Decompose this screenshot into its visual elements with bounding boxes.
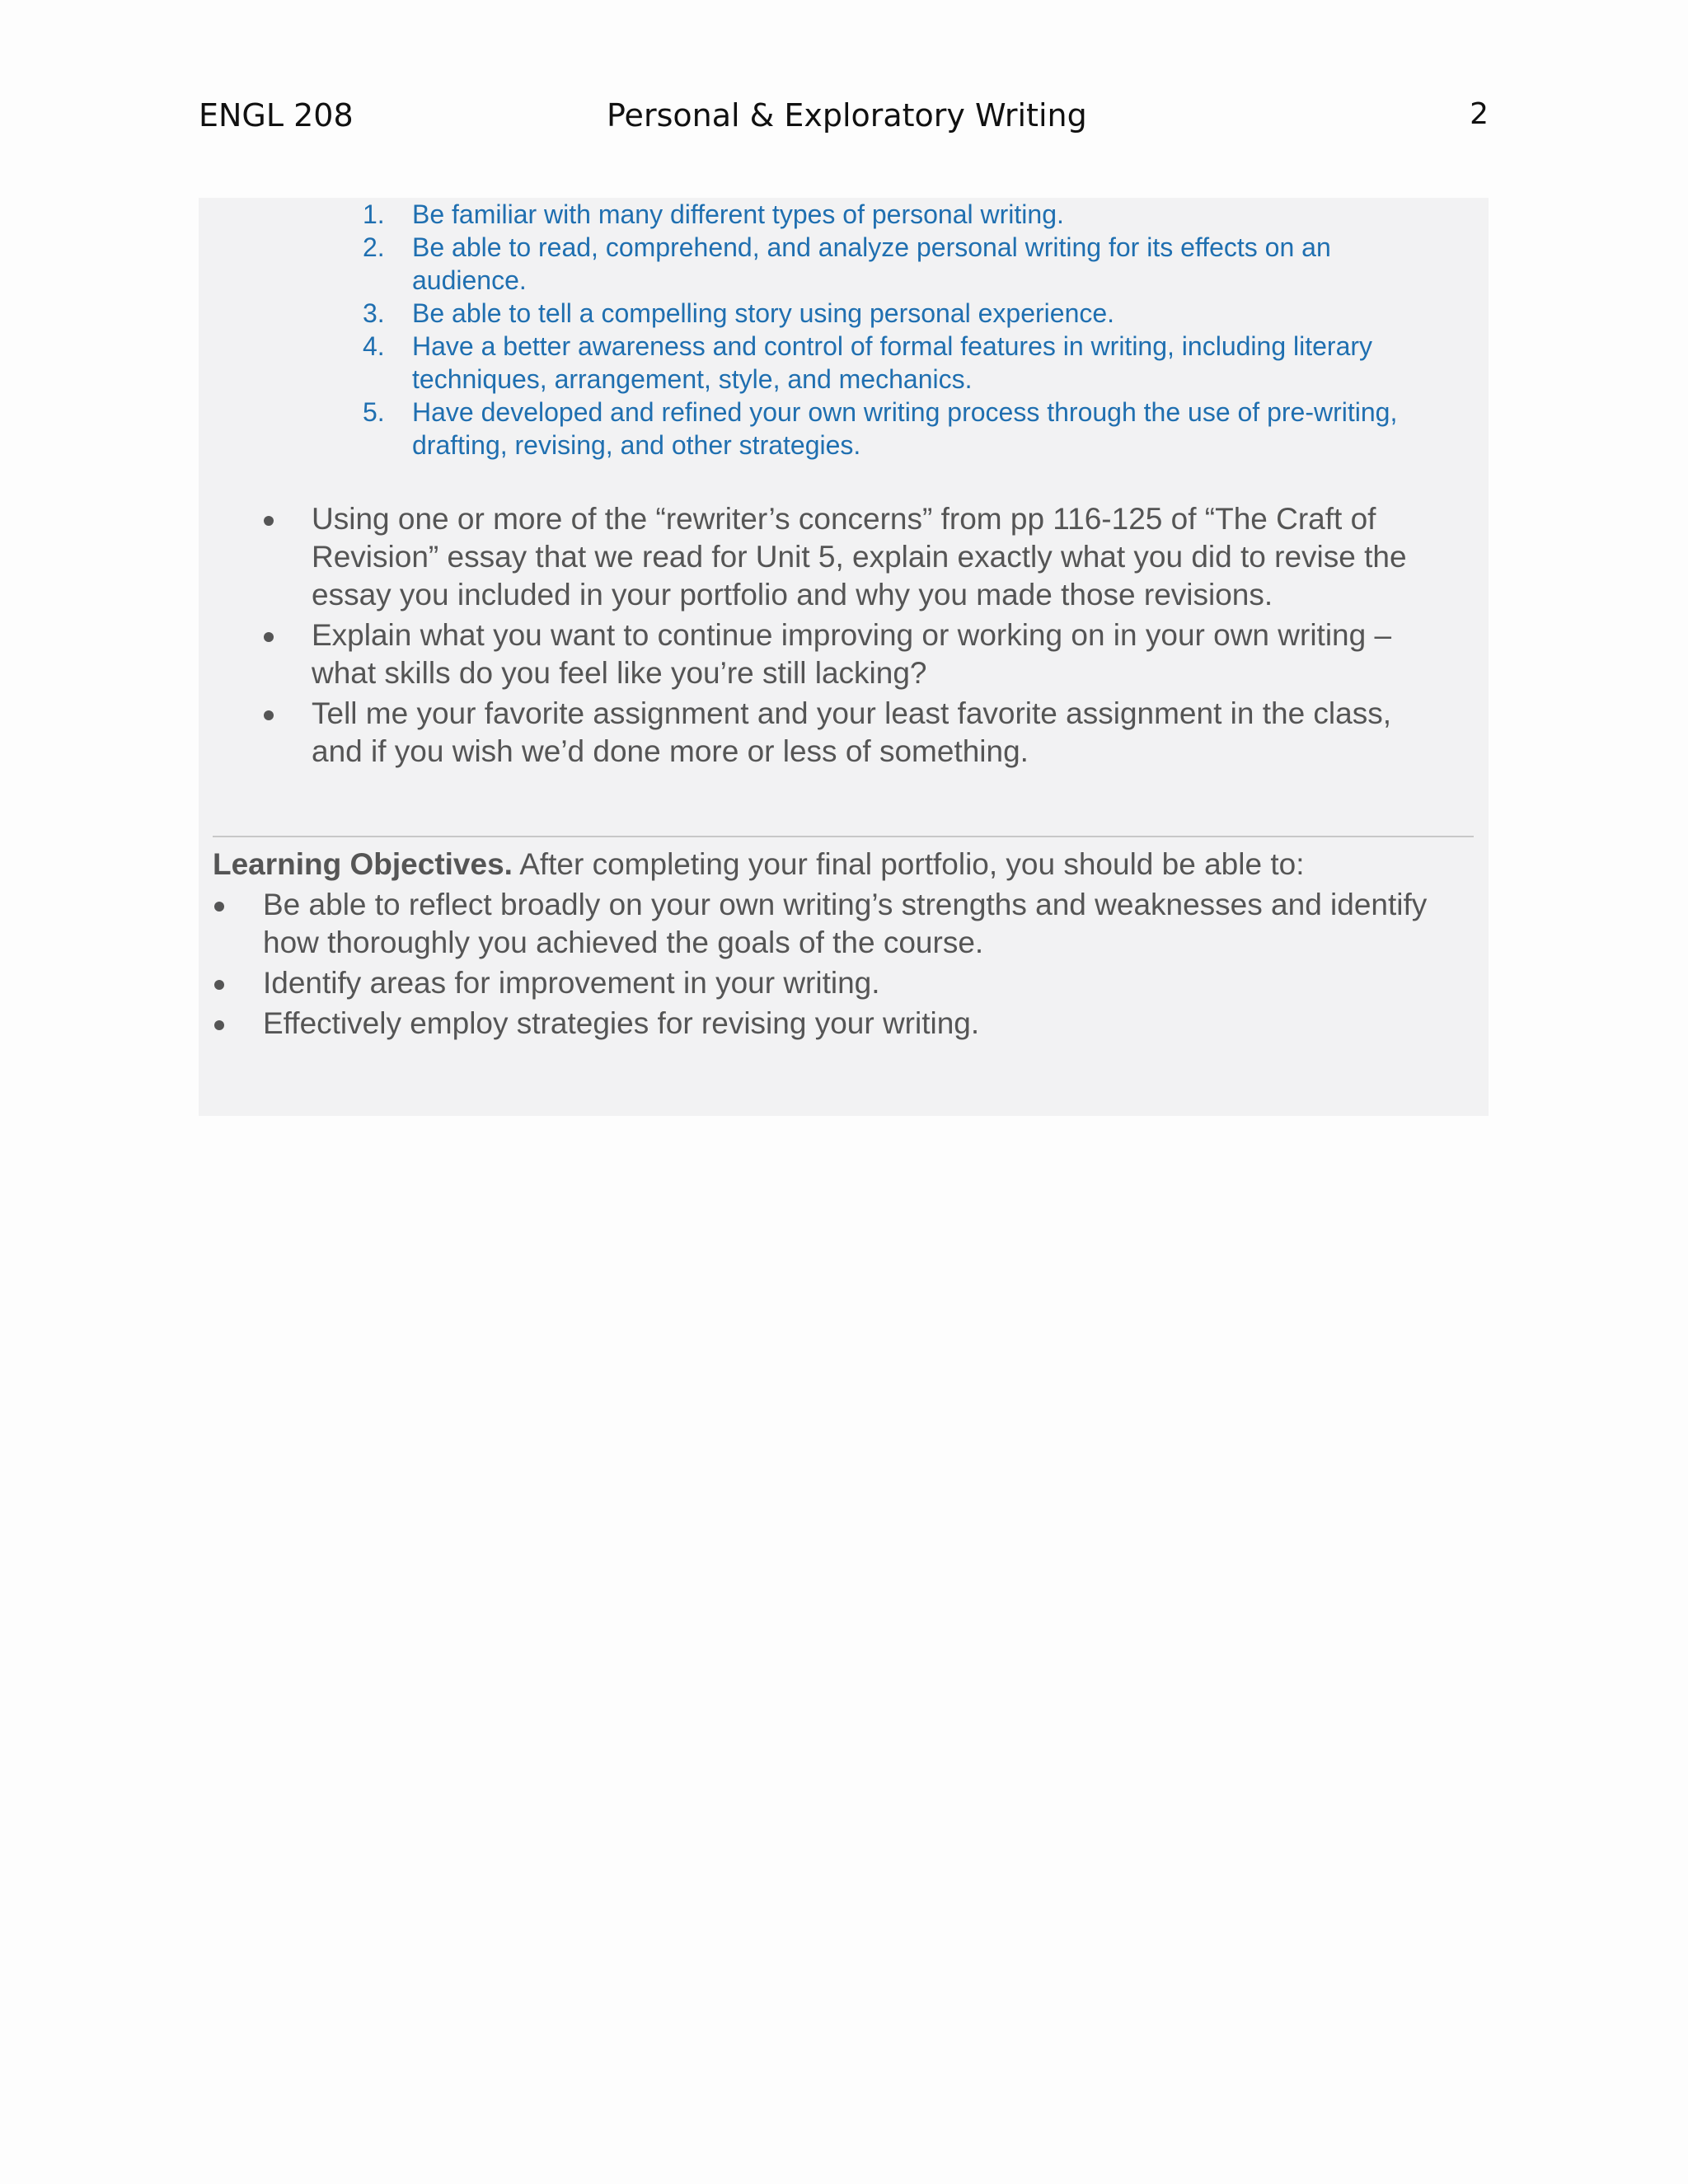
list-item — [363, 198, 1451, 231]
course-title: Personal & Exploratory Writing — [607, 97, 1087, 134]
list-item-text: Identify areas for improvement in your writing. — [263, 966, 880, 1000]
list-item-text: Be able to reflect broadly on your own writing’s strengths and weaknesses and identify how thoroughly you achieved the goals of the course. — [263, 888, 1428, 959]
section-divider — [213, 836, 1474, 837]
list-item — [363, 231, 1451, 297]
list-item — [213, 886, 1482, 962]
course-code: ENGL 208 — [199, 97, 354, 134]
bullet-icon — [264, 632, 274, 642]
list-item — [262, 616, 1449, 692]
reflection-questions-list — [262, 500, 1449, 773]
list-item-text: Be able to read, comprehend, and analyze personal writing for its effects on an audience. — [412, 232, 1331, 295]
list-item-number: 2. — [363, 232, 385, 262]
list-item — [213, 964, 1482, 1002]
list-item — [363, 396, 1451, 462]
page-number: 2 — [1470, 97, 1489, 131]
learning-objectives-label: Learning Objectives. — [213, 847, 513, 881]
list-item-text: Be familiar with many different types of personal writing. — [412, 199, 1064, 229]
list-item — [213, 1005, 1482, 1043]
page-header — [199, 97, 1489, 147]
list-item-number: 5. — [363, 397, 385, 427]
list-item-number: 1. — [363, 199, 385, 229]
list-item — [363, 330, 1451, 396]
list-item-text: Effectively employ strategies for revising your writing. — [263, 1006, 980, 1040]
list-item — [262, 695, 1449, 771]
bullet-icon — [214, 902, 224, 912]
bullet-icon — [214, 1020, 224, 1030]
course-objectives-list — [363, 198, 1451, 462]
bullet-icon — [214, 980, 224, 990]
bullet-icon — [264, 710, 274, 720]
learning-objectives-heading — [213, 846, 1482, 883]
list-item-text: Be able to tell a compelling story using personal experience. — [412, 298, 1115, 328]
list-item-number: 4. — [363, 331, 385, 361]
learning-objectives-intro: After completing your final portfolio, you should be able to: — [512, 847, 1305, 881]
learning-objectives-list — [213, 886, 1482, 1045]
list-item-text: Have a better awareness and control of formal features in writing, including literary techniques, arrangement, style, and mechanics. — [412, 331, 1373, 394]
list-item-text: Tell me your favorite assignment and your least favorite assignment in the class, and if you wish we’d done more or less of something. — [312, 696, 1392, 768]
list-item — [262, 500, 1449, 614]
list-item-text: Using one or more of the “rewriter’s concerns” from pp 116-125 of “The Craft of Revision” essay that we read for Unit 5, explain exactly what you did to revise the essay you included in your portfolio and why you made those revisions. — [312, 502, 1407, 612]
list-item — [363, 297, 1451, 330]
list-item-text: Explain what you want to continue improving or working on in your own writing – what skills do you feel like you’re still lacking? — [312, 618, 1392, 690]
list-item-number: 3. — [363, 298, 385, 328]
list-item-text: Have developed and refined your own writing process through the use of pre-writing, drafting, revising, and other strategies. — [412, 397, 1398, 460]
bullet-icon — [264, 516, 274, 526]
